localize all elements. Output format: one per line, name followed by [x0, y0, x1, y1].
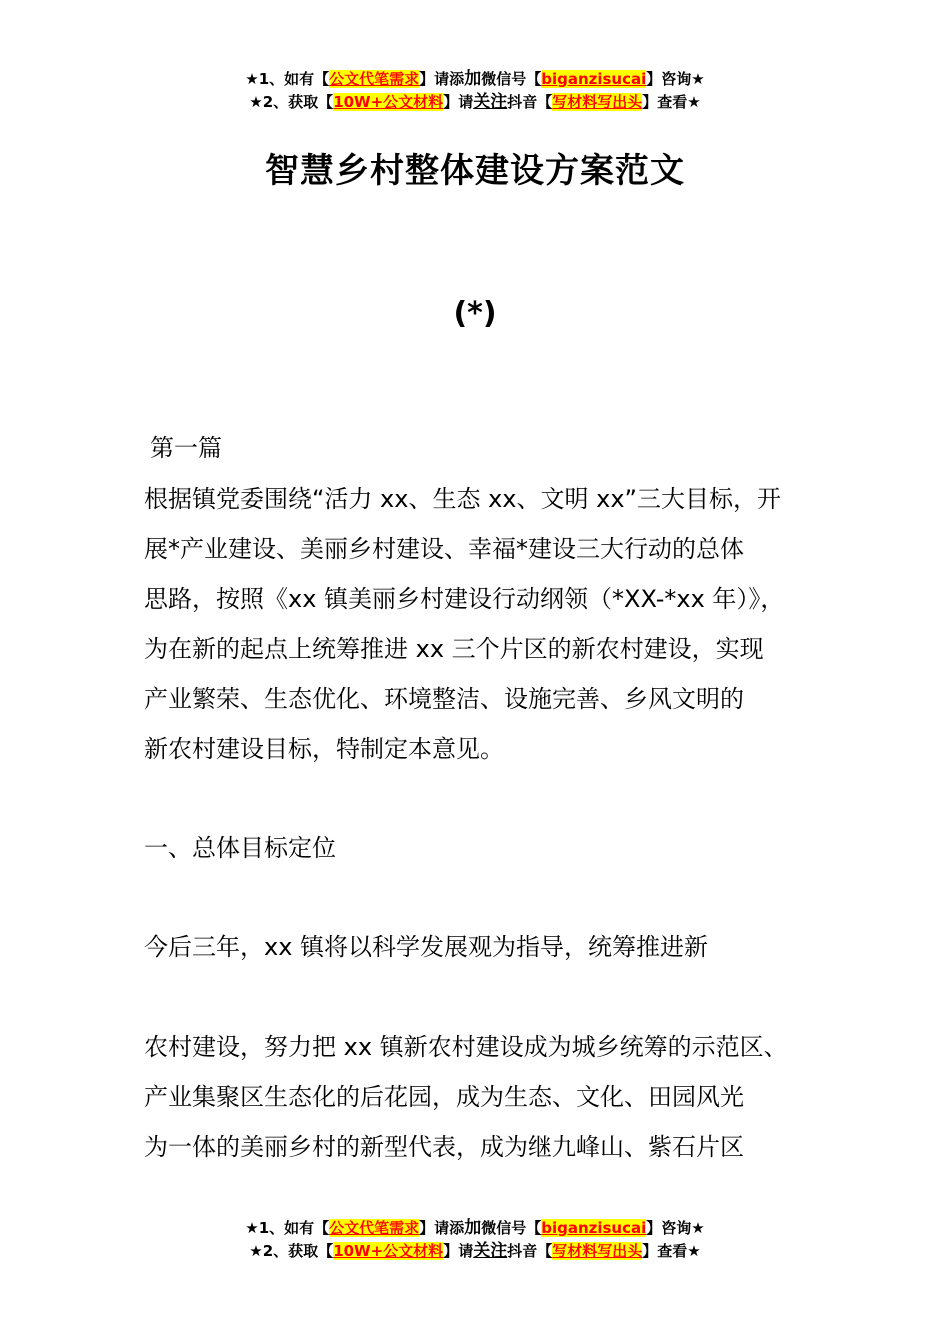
text-line: 为在新的起点上统筹推进 xx 三个片区的新农村建设，实现 [144, 635, 764, 663]
banner-highlight: biganzisucai [541, 70, 647, 88]
text-line: 为一体的美丽乡村的新型代表，成为继九峰山、紫石片区 [144, 1133, 744, 1161]
text-line: 产业集聚区生态化的后花园，成为生态、文化、田园风光 [144, 1083, 744, 1111]
banner-highlight: 公文代笔需求 [329, 70, 420, 88]
banner-highlight: 公文代笔需求 [329, 1219, 420, 1237]
banner-text: ★1、如有【 [245, 1219, 330, 1237]
banner-emphasis: 加 [464, 1218, 482, 1238]
banner-highlight: 10W+公文材料 [333, 1242, 444, 1260]
document-title: 智慧乡村整体建设方案范文 [265, 151, 685, 191]
banner-text: 】请添 [419, 1219, 465, 1237]
intro-paragraph [144, 474, 834, 774]
banner-text: 】请添 [419, 70, 465, 88]
header-banner-line-2 [0, 91, 950, 114]
section-heading: 一、总体目标定位 [144, 834, 336, 862]
footer-banner-line-1 [0, 1217, 950, 1240]
banner-text: ★2、获取【 [249, 1242, 334, 1260]
banner-text: 】查看★ [642, 1242, 701, 1260]
text-line: 思路，按照《xx 镇美丽乡村建设行动纲领（*XX-*xx 年）》， [144, 585, 785, 613]
text-line: 农村建设，努力把 xx 镇新农村建设成为城乡统筹的示范区、 [144, 1033, 788, 1061]
banner-text: 抖音【 [507, 1242, 553, 1260]
banner-text: ★1、如有【 [245, 70, 330, 88]
banner-text: 微信号【 [481, 1219, 542, 1237]
banner-text: 】咨询★ [646, 70, 705, 88]
banner-highlight: biganzisucai [541, 1219, 647, 1237]
body-paragraph: 今后三年，xx 镇将以科学发展观为指导，统筹推进新 [144, 933, 709, 961]
banner-emphasis: 关注 [473, 92, 508, 112]
banner-text: 】查看★ [642, 93, 701, 111]
section-label: 第一篇 [150, 434, 222, 462]
banner-text: 】咨询★ [646, 1219, 705, 1237]
text-line: 新农村建设目标，特制定本意见。 [144, 735, 504, 763]
body-paragraph [144, 1022, 834, 1172]
banner-highlight: 10W+公文材料 [333, 93, 444, 111]
header-banner-line-1 [0, 68, 950, 91]
banner-text: ★2、获取【 [249, 93, 334, 111]
banner-text: 】请 [443, 93, 474, 111]
banner-text: 微信号【 [481, 70, 542, 88]
banner-emphasis: 加 [464, 69, 482, 89]
text-line: 产业繁荣、生态优化、环境整洁、设施完善、乡风文明的 [144, 685, 744, 713]
text-line: 根据镇党委围绕“活力 xx、生态 xx、文明 xx”三大目标，开 [144, 485, 781, 513]
banner-text: 】请 [443, 1242, 474, 1260]
footer-banner-line-2 [0, 1240, 950, 1263]
text-line: 展*产业建设、美丽乡村建设、幸福*建设三大行动的总体 [144, 535, 744, 563]
banner-text: 抖音【 [507, 93, 553, 111]
banner-emphasis: 关注 [473, 1241, 508, 1261]
banner-highlight: 写材料写出头 [552, 93, 643, 111]
header-banner [0, 68, 950, 114]
footer-banner [0, 1217, 950, 1263]
banner-highlight: 写材料写出头 [552, 1242, 643, 1260]
document-subtitle: (*) [453, 296, 497, 331]
